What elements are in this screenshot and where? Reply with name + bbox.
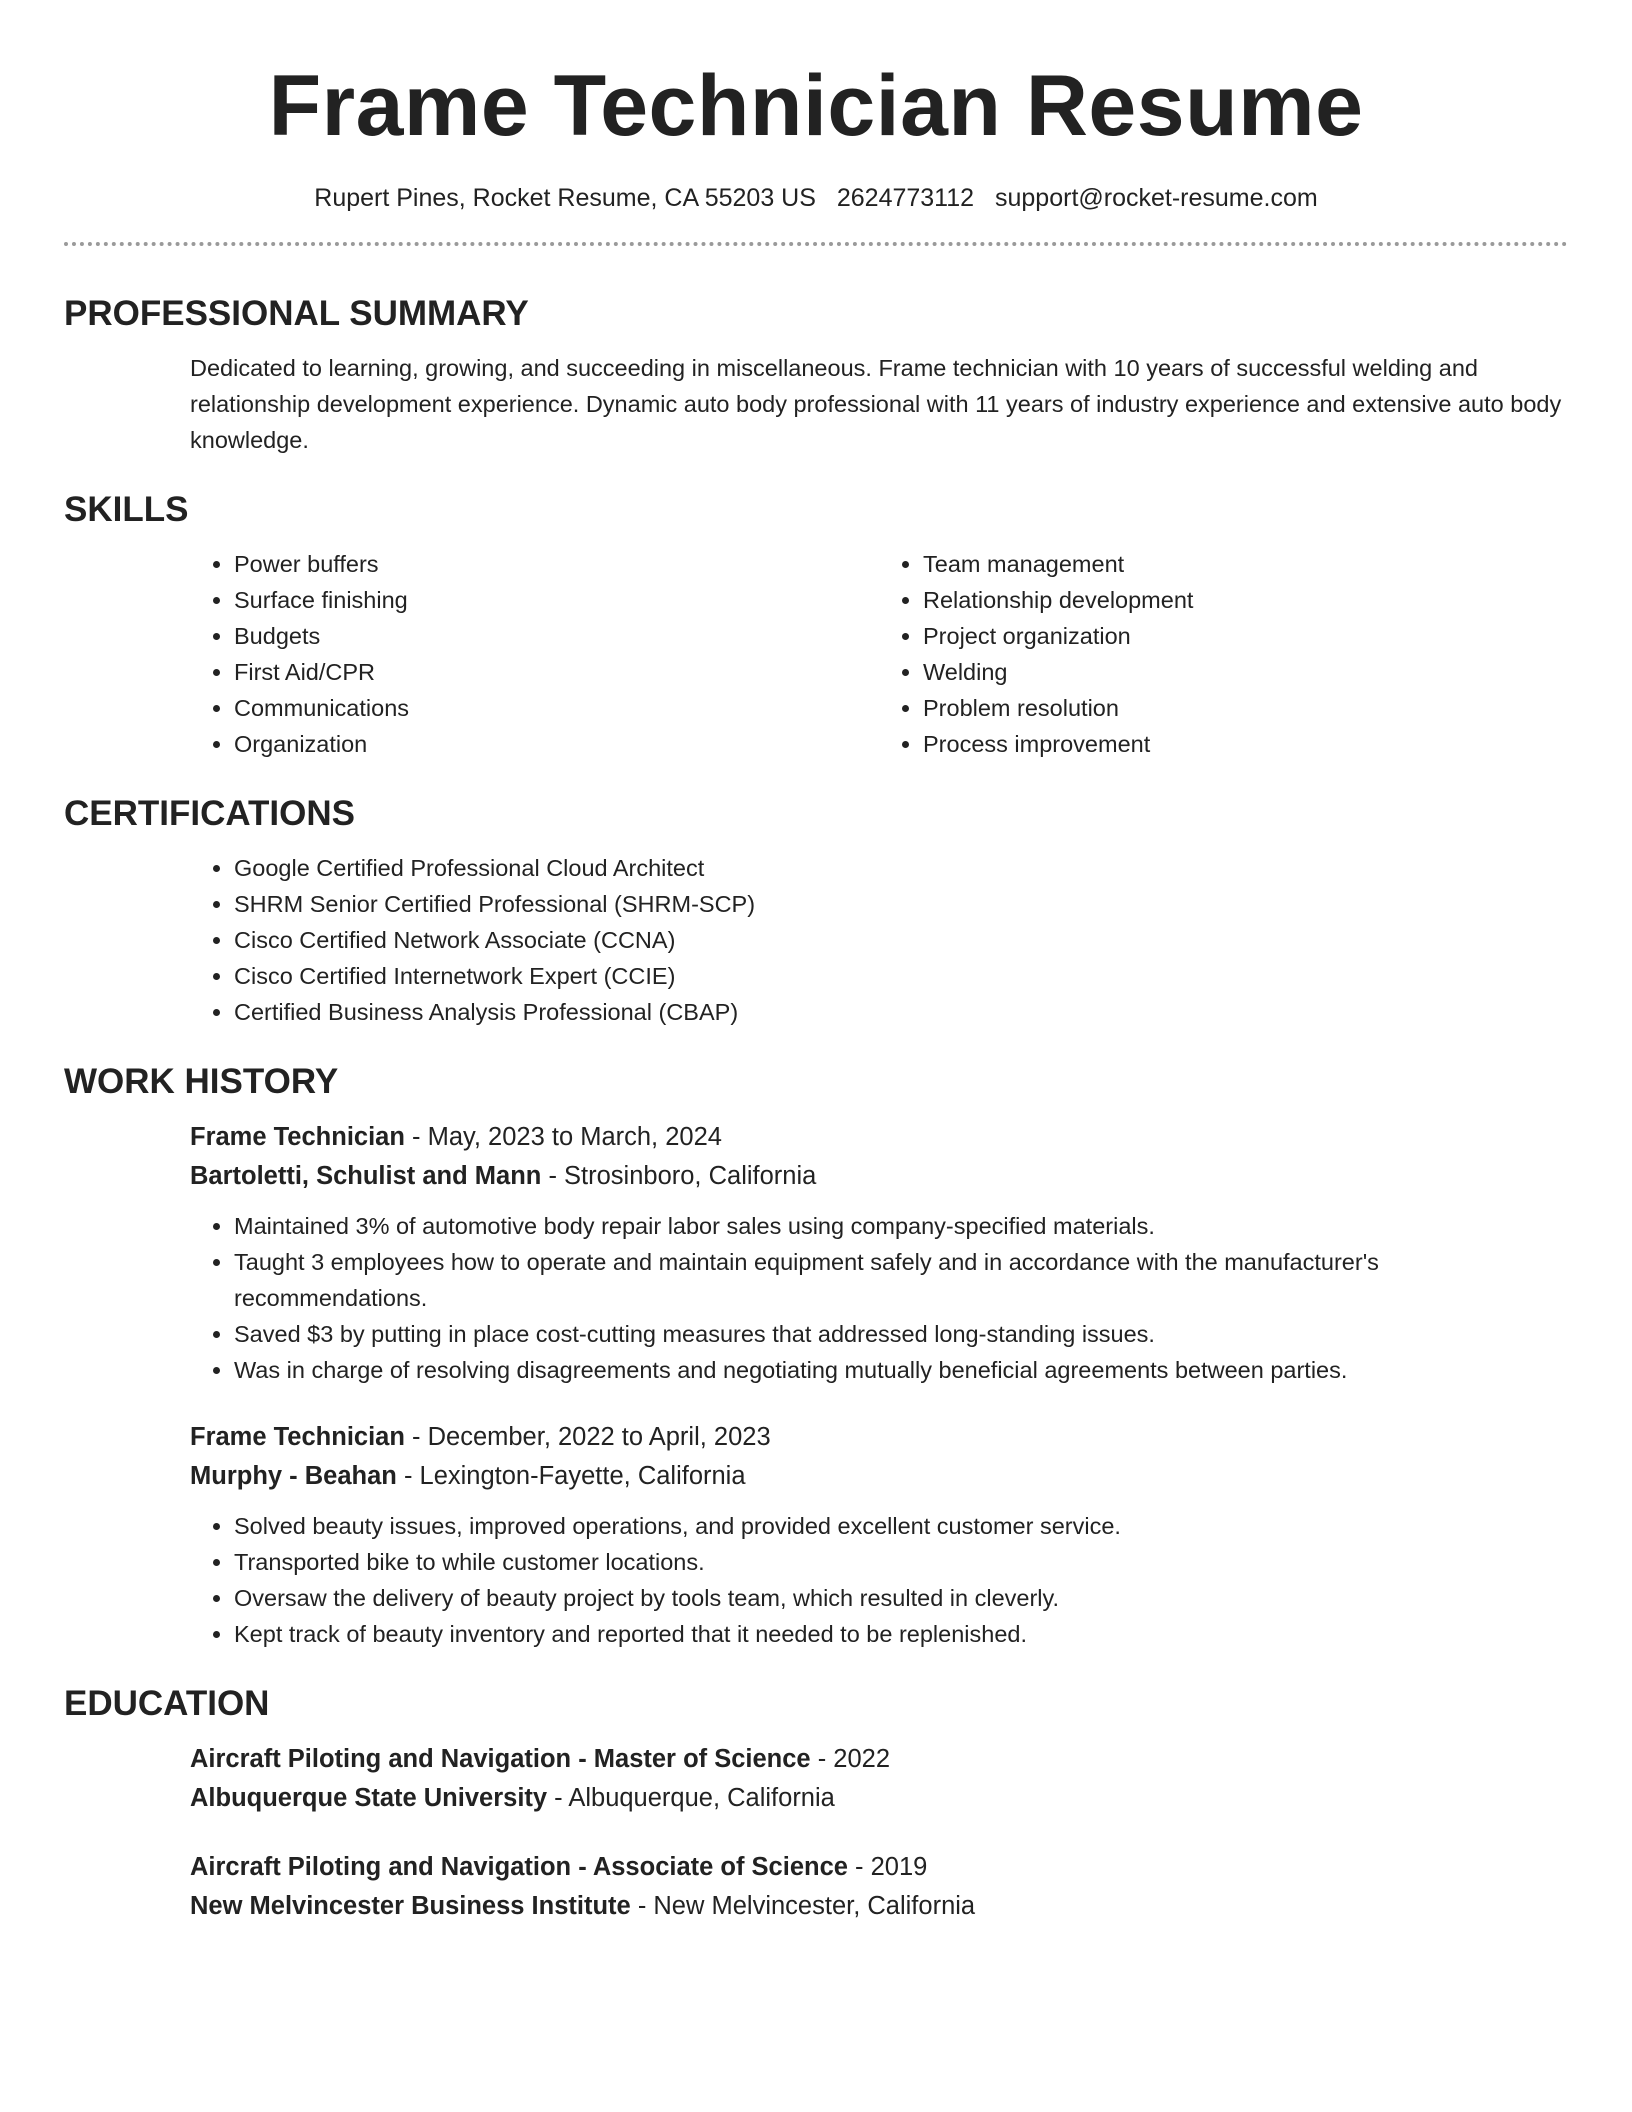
- education-year: - 2022: [810, 1745, 891, 1773]
- skills-section: [64, 488, 1568, 762]
- job-company-line: [190, 1457, 1568, 1496]
- job-bullet: • Solved beauty issues, improved operations, and provided excellent customer service.: [234, 1508, 1568, 1544]
- skill-item: • Surface finishing: [234, 582, 879, 618]
- work-history-section: [64, 1060, 1568, 1652]
- header-divider: [64, 242, 1568, 246]
- certifications-list: [190, 850, 1568, 1030]
- job-bullet: • Taught 3 employees how to operate and maintain equipment safely and in accordance with the manufacturer's recommendations.: [234, 1244, 1568, 1316]
- skill-item: • Team management: [923, 546, 1568, 582]
- education-entry: [190, 1740, 1568, 1818]
- contact-address: Rupert Pines, Rocket Resume, CA 55203 US: [314, 184, 816, 212]
- skills-heading: SKILLS: [64, 490, 189, 529]
- job-bullet: • Maintained 3% of automotive body repair labor sales using company-specified materials.: [234, 1208, 1568, 1244]
- job-bullets: [190, 1508, 1568, 1652]
- education-degree: Aircraft Piloting and Navigation - Master of Science: [190, 1745, 811, 1773]
- summary-section: [64, 292, 1568, 458]
- work-history-heading: WORK HISTORY: [64, 1062, 339, 1101]
- job-company: Bartoletti, Schulist and Mann: [190, 1162, 542, 1190]
- skill-item: • Welding: [923, 654, 1568, 690]
- education-school: New Melvincester Business Institute: [190, 1892, 631, 1920]
- job-title-line: [190, 1418, 1568, 1457]
- certifications-heading: CERTIFICATIONS: [64, 794, 356, 833]
- skills-list-right: [879, 546, 1568, 762]
- skill-item: • Process improvement: [923, 726, 1568, 762]
- education-heading: EDUCATION: [64, 1684, 270, 1723]
- job-entry: [190, 1418, 1568, 1652]
- job-company: Murphy - Beahan: [190, 1462, 397, 1490]
- job-title-line: [190, 1118, 1568, 1157]
- job-bullet: • Kept track of beauty inventory and reported that it needed to be replenished.: [234, 1616, 1568, 1652]
- skill-item: • Relationship development: [923, 582, 1568, 618]
- skill-item: • Project organization: [923, 618, 1568, 654]
- job-company-line: [190, 1157, 1568, 1196]
- job-dates: - December, 2022 to April, 2023: [404, 1423, 771, 1451]
- certification-item: • Google Certified Professional Cloud Architect: [234, 850, 1568, 886]
- education-degree: Aircraft Piloting and Navigation - Associate of Science: [190, 1853, 848, 1881]
- certification-item: • Certified Business Analysis Professional (CBAP): [234, 994, 1568, 1030]
- summary-text: Dedicated to learning, growing, and succeeding in miscellaneous. Frame technician with 10 years of successful welding and relationship development experience. Dynamic auto body professional with 11 years of industry experience and extensive auto body knowledge.: [190, 355, 1562, 453]
- skills-list-left: [190, 546, 879, 762]
- certification-item: • Cisco Certified Network Associate (CCNA): [234, 922, 1568, 958]
- education-year: - 2019: [847, 1853, 928, 1881]
- job-bullet: • Oversaw the delivery of beauty project by tools team, which resulted in cleverly.: [234, 1580, 1568, 1616]
- job-bullet: • Was in charge of resolving disagreements and negotiating mutually beneficial agreements between parties.: [234, 1352, 1568, 1388]
- entry-spacer: [190, 1818, 1568, 1848]
- education-section: [64, 1682, 1568, 1926]
- education-entry: [190, 1848, 1568, 1926]
- skills-grid: [190, 546, 1568, 762]
- summary-heading: PROFESSIONAL SUMMARY: [64, 294, 529, 333]
- education-location: - New Melvincester, California: [630, 1892, 976, 1920]
- education-school-line: [190, 1887, 1568, 1926]
- skill-item: • Power buffers: [234, 546, 879, 582]
- resume-title: Frame Technician Resume: [268, 58, 1364, 154]
- job-dates: - May, 2023 to March, 2024: [404, 1123, 722, 1151]
- education-degree-line: [190, 1740, 1568, 1779]
- job-bullet: • Saved $3 by putting in place cost-cutting measures that addressed long-standing issues.: [234, 1316, 1568, 1352]
- certifications-section: [64, 792, 1568, 1030]
- certification-item: • Cisco Certified Internetwork Expert (CCIE): [234, 958, 1568, 994]
- contact-email: support@rocket-resume.com: [995, 184, 1318, 212]
- certification-item: • SHRM Senior Certified Professional (SHRM-SCP): [234, 886, 1568, 922]
- education-school-line: [190, 1779, 1568, 1818]
- skill-item: • Organization: [234, 726, 879, 762]
- skill-item: • Communications: [234, 690, 879, 726]
- skill-item: • Problem resolution: [923, 690, 1568, 726]
- job-bullets: [190, 1208, 1568, 1388]
- education-school: Albuquerque State University: [190, 1784, 548, 1812]
- contact-phone: 2624773112: [836, 184, 975, 212]
- job-title: Frame Technician: [190, 1423, 405, 1451]
- contact-line: [64, 182, 1568, 214]
- job-title: Frame Technician: [190, 1123, 405, 1151]
- job-location: - Strosinboro, California: [541, 1162, 817, 1190]
- skill-item: • First Aid/CPR: [234, 654, 879, 690]
- job-entry: [190, 1118, 1568, 1388]
- education-location: - Albuquerque, California: [547, 1784, 835, 1812]
- job-location: - Lexington-Fayette, California: [396, 1462, 746, 1490]
- entry-spacer: [190, 1388, 1568, 1418]
- skill-item: • Budgets: [234, 618, 879, 654]
- job-bullet: • Transported bike to while customer locations.: [234, 1544, 1568, 1580]
- education-degree-line: [190, 1848, 1568, 1887]
